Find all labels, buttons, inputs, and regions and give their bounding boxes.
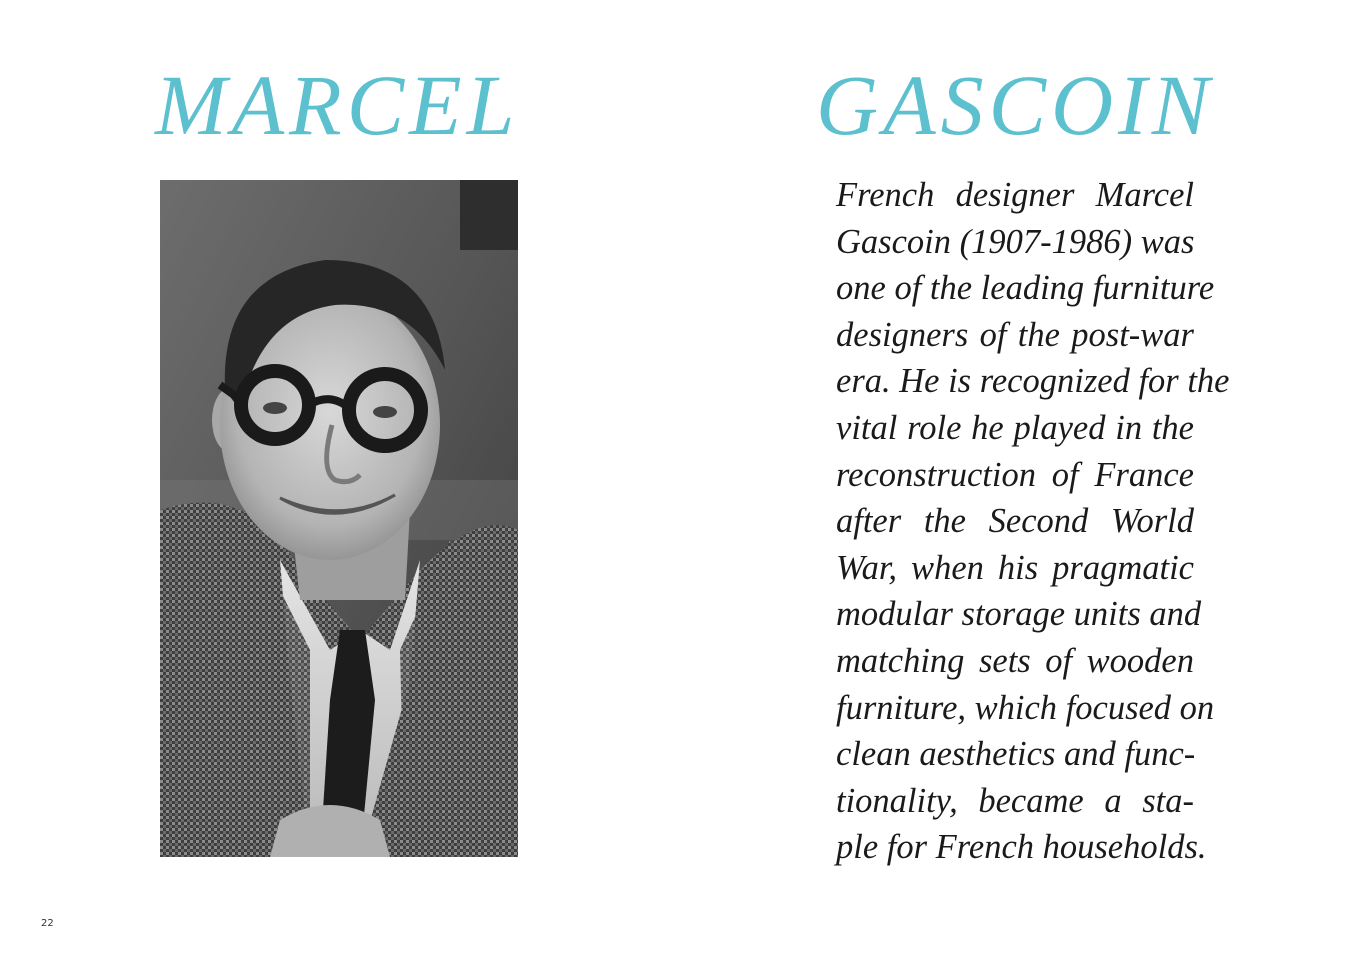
bio-line: ple for French households. <box>836 828 1207 867</box>
portrait-photo-icon <box>160 180 518 857</box>
title-last-name: GASCOIN <box>816 57 1215 153</box>
title-first-name: MARCEL <box>155 57 520 153</box>
bio-line: matching sets of wooden <box>836 641 1194 680</box>
biography-text <box>836 172 1230 871</box>
bio-line: tionality, became a sta- <box>836 781 1194 820</box>
bio-line: after the Second World <box>836 502 1194 541</box>
page-number: 22 <box>41 918 54 929</box>
bio-line: clean aesthetics and func- <box>836 735 1196 774</box>
bio-line: era. He is recognized for the <box>836 362 1230 401</box>
bio-line: modular storage units and <box>836 595 1202 634</box>
bio-line: one of the leading furniture <box>836 269 1215 308</box>
bio-line: furniture, which focused on <box>836 688 1215 727</box>
portrait-photo <box>160 180 518 857</box>
bio-line: War, when his pragmatic <box>836 548 1194 587</box>
bio-line: reconstruction of France <box>836 455 1194 494</box>
bio-line: French designer Marcel <box>836 176 1194 214</box>
bio-line: designers of the post-war <box>836 315 1194 354</box>
bio-line: Gascoin (1907-1986) was <box>836 222 1195 261</box>
bio-line: vital role he played in the <box>836 408 1194 447</box>
